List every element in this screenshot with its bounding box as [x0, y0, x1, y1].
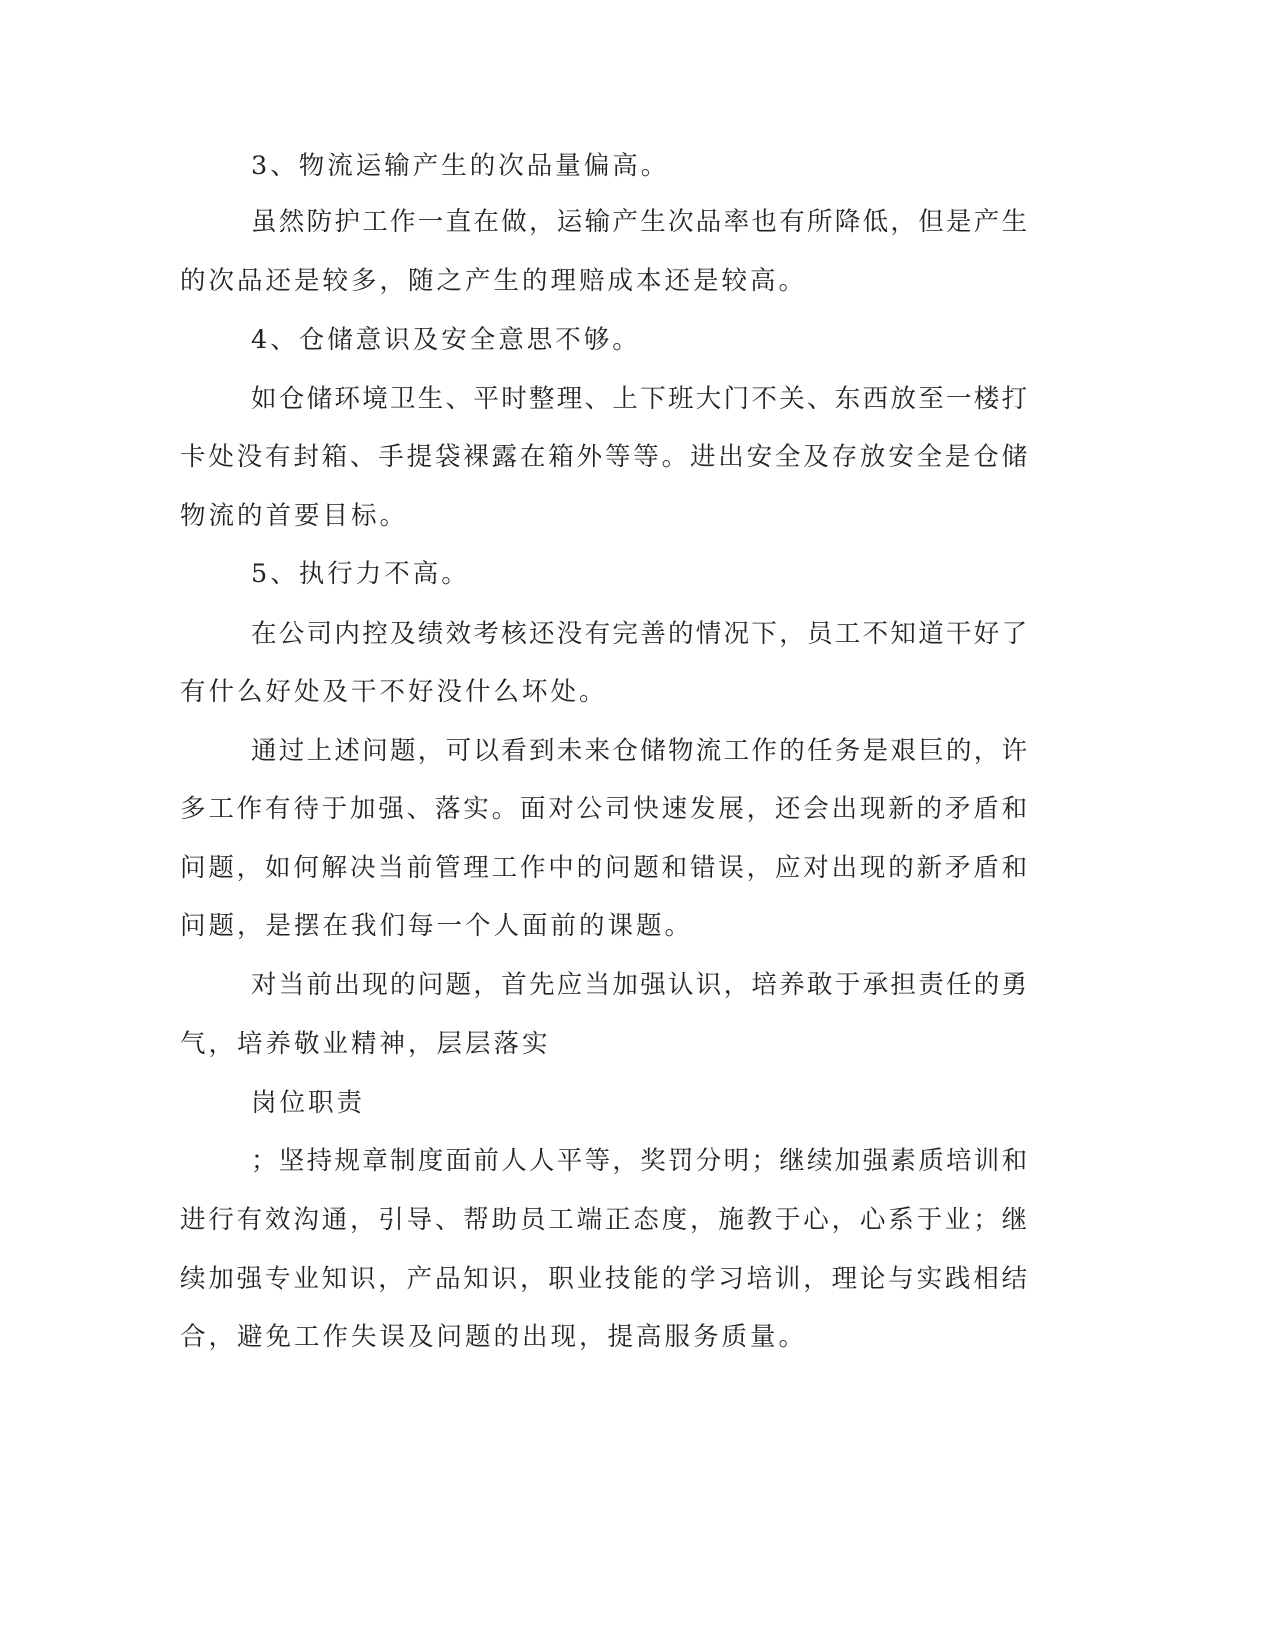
text-line-12: 多工作有待于加强、落实。面对公司快速发展，还会出现新的矛盾和: [180, 794, 1030, 824]
text-line-7: 物流的首要目标。: [180, 501, 409, 531]
text-line-15: 对当前出现的问题，首先应当加强认识，培养敢于承担责任的勇: [251, 970, 1030, 1000]
text-line-2: 虽然防护工作一直在做，运输产生次品率也有所降低，但是产生: [251, 207, 1030, 237]
text-line-10: 有什么好处及干不好没什么坏处。: [180, 677, 608, 707]
text-line-3: 的次品还是较多，随之产生的理赔成本还是较高。: [180, 266, 808, 296]
text-line-11: 通过上述问题，可以看到未来仓储物流工作的任务是艰巨的，许: [251, 736, 1030, 766]
text-line-18: ；坚持规章制度面前人人平等，奖罚分明；继续加强素质培训和: [251, 1146, 1030, 1176]
text-line-21: 合，避免工作失误及问题的出现，提高服务质量。: [180, 1322, 808, 1352]
text-line-20: 续加强专业知识，产品知识，职业技能的学习培训，理论与实践相结: [180, 1264, 1030, 1294]
text-line-4: 4、仓储意识及安全意思不够。: [251, 325, 641, 355]
text-line-8: 5、执行力不高。: [251, 559, 470, 589]
text-line-17: 岗位职责: [251, 1088, 366, 1118]
text-line-16: 气，培养敬业精神，层层落实: [180, 1029, 551, 1059]
text-line-13: 问题，如何解决当前管理工作中的问题和错误，应对出现的新矛盾和: [180, 853, 1030, 883]
text-line-19: 进行有效沟通，引导、帮助员工端正态度，施教于心，心系于业；继: [180, 1205, 1030, 1235]
text-line-5: 如仓储环境卫生、平时整理、上下班大门不关、东西放至一楼打: [251, 384, 1030, 414]
text-line-6: 卡处没有封箱、手提袋裸露在箱外等等。进出安全及存放安全是仓储: [180, 442, 1030, 472]
text-line-14: 问题，是摆在我们每一个人面前的课题。: [180, 911, 694, 941]
text-line-1: 3、物流运输产生的次品量偏高。: [251, 151, 670, 181]
text-line-9: 在公司内控及绩效考核还没有完善的情况下，员工不知道干好了: [251, 619, 1030, 649]
